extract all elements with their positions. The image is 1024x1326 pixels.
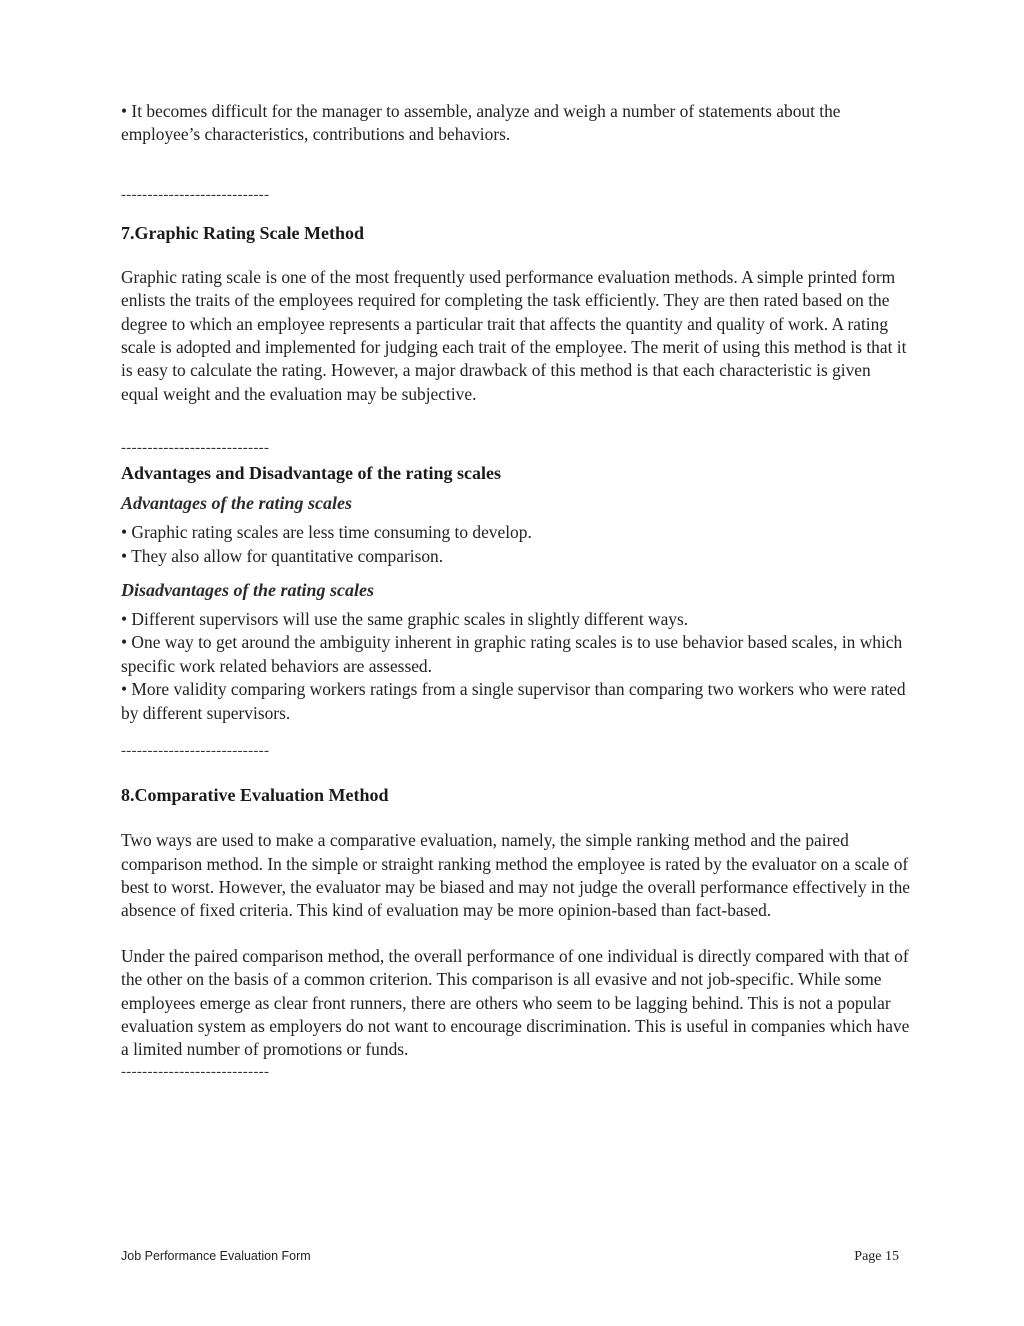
advantages-title: Advantages of the rating scales — [121, 493, 353, 514]
adv-section-title: Advantages and Disadvantage of the rating scales — [121, 463, 502, 484]
section7-body: Graphic rating scale is one of the most frequently used performance evaluation methods. A simple printed form enlists the traits of the employees required for completing the task efficiently. They are then rated based on the degree to which an employee represents a particular trait that affects the quantity and quality of work. A rating scale is adopted and implemented for judging each trait of the employee. The merit of using this method is that it is easy to calculate the rating. However, a major drawback of this method is that each characteristic is given equal weight and the evaluation may be subjective. — [121, 266, 907, 404]
separator-1: ---------------------------- — [121, 186, 270, 203]
section8-para2: Under the paired comparison method, the overall performance of one individual is directly compared with that of the other on the basis of a common criterion. This comparison is all evasive and not job-specific. While some employees emerge as clear front runners, there are others who seem to be lagging behind. This is not a popular evaluation system as employers do not want to encourage discrimination. This is useful in companies which have a limited number of promotions or funds. — [121, 945, 910, 1060]
disadvantages-title: Disadvantages of the rating scales — [121, 580, 375, 601]
separator-2: ---------------------------- — [121, 440, 270, 457]
document-page — [121, 100, 911, 1080]
separator-4: ---------------------------- — [121, 1063, 270, 1080]
section7-title: 7.Graphic Rating Scale Method — [121, 222, 364, 243]
footer-document-title: Job Performance Evaluation Form — [121, 1249, 311, 1263]
dis-item-3: • More validity comparing workers ratings from a single supervisor than comparing two workers who were rated by different supervisors. — [121, 679, 906, 723]
adv-item-2: • They also allow for quantitative comparison. — [121, 545, 444, 566]
adv-item-1: • Graphic rating scales are less time consuming to develop. — [121, 522, 532, 543]
dis-item-2: • One way to get around the ambiguity inherent in graphic rating scales is to use behavior based scales, in which specific work related behaviors are assessed. — [121, 632, 903, 676]
dis-item-1: • Different supervisors will use the same graphic scales in slightly different ways. — [121, 609, 689, 630]
section8-para1: Two ways are used to make a comparative evaluation, namely, the simple ranking method and the paired comparison method. In the simple or straight ranking method the employee is rated by the evaluator on a scale of best to worst. However, the evaluator may be biased and may not judge the overall performance effectively in the absence of fixed criteria. This kind of evaluation may be more opinion-based than fact-based. — [121, 830, 911, 921]
footer-page-number: Page 15 — [854, 1249, 899, 1264]
separator-3: ---------------------------- — [121, 743, 270, 760]
intro-bullet: • It becomes difficult for the manager to assemble, analyze and weigh a number of statements about the employee’s characteristics, contributions and behaviors. — [121, 101, 841, 145]
section8-title: 8.Comparative Evaluation Method — [121, 785, 389, 806]
